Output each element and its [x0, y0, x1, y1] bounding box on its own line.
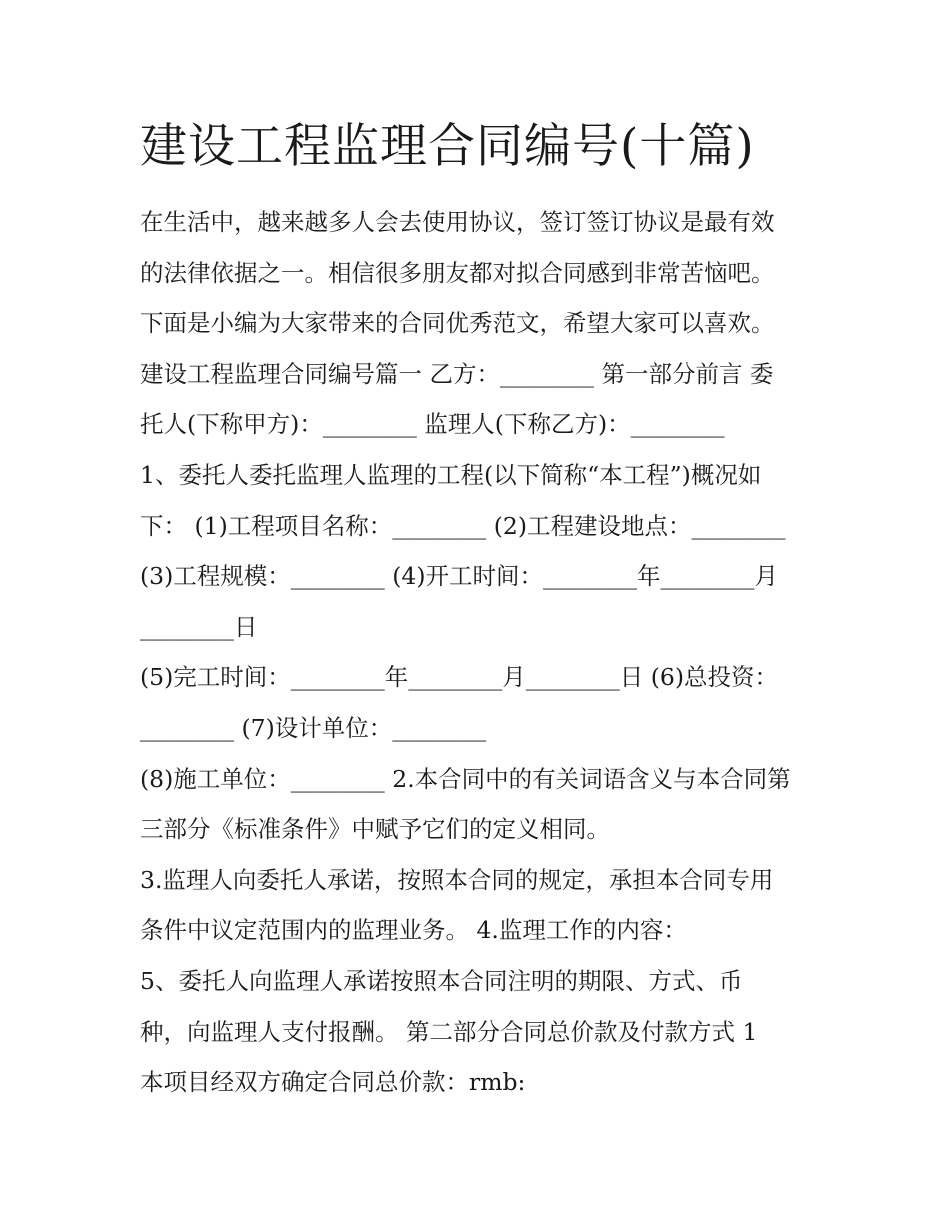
body-line: 下： (1)工程项目名称：________ (2)工程建设地点：________ [140, 511, 786, 540]
body-line: (8)施工单位：________ 2.本合同中的有关词语含义与本合同第 [140, 764, 791, 793]
body-line: 条件中议定范围内的监理业务。 4.监理工作的内容： [140, 916, 687, 945]
body-line: 建设工程监理合同编号篇一 乙方：________ 第一部分前言 委 [140, 359, 774, 388]
body-line: 1、委托人委托监理人监理的工程(以下简称“本工程”)概况如 [140, 460, 762, 489]
body-line: 三部分《标准条件》中赋予它们的定义相同。 [140, 815, 610, 844]
document-body [140, 197, 830, 1108]
body-line: 托人(下称甲方)：________ 监理人(下称乙方)：________ [140, 410, 725, 439]
body-line: 本项目经双方确定合同总价款：rmb: [140, 1068, 526, 1097]
body-line: 下面是小编为大家带来的合同优秀范文，希望大家可以喜欢。 [140, 309, 775, 338]
document-title: 建设工程监理合同编号(十篇) [140, 119, 755, 174]
body-line: 3.监理人向委托人承诺，按照本合同的规定，承担本合同专用 [140, 865, 774, 894]
body-line: (3)工程规模：________ (4)开工时间：________年________月 [140, 562, 779, 591]
body-line: ________ (7)设计单位：________ [140, 713, 487, 742]
body-line: 在生活中，越来越多人会去使用协议，签订签订协议是最有效 [140, 208, 775, 236]
body-line: 种，向监理人支付报酬。 第二部分合同总价款及付款方式 1 [140, 1017, 758, 1046]
body-line: 5、委托人向监理人承诺按照本合同注明的期限、方式、币 [140, 966, 743, 995]
body-line: 的法律依据之一。相信很多朋友都对拟合同感到非常苦恼吧。 [140, 258, 775, 287]
body-line: ________日 [140, 612, 258, 641]
body-line: (5)完工时间：________年________月________日 (6)总投资： [140, 663, 779, 692]
